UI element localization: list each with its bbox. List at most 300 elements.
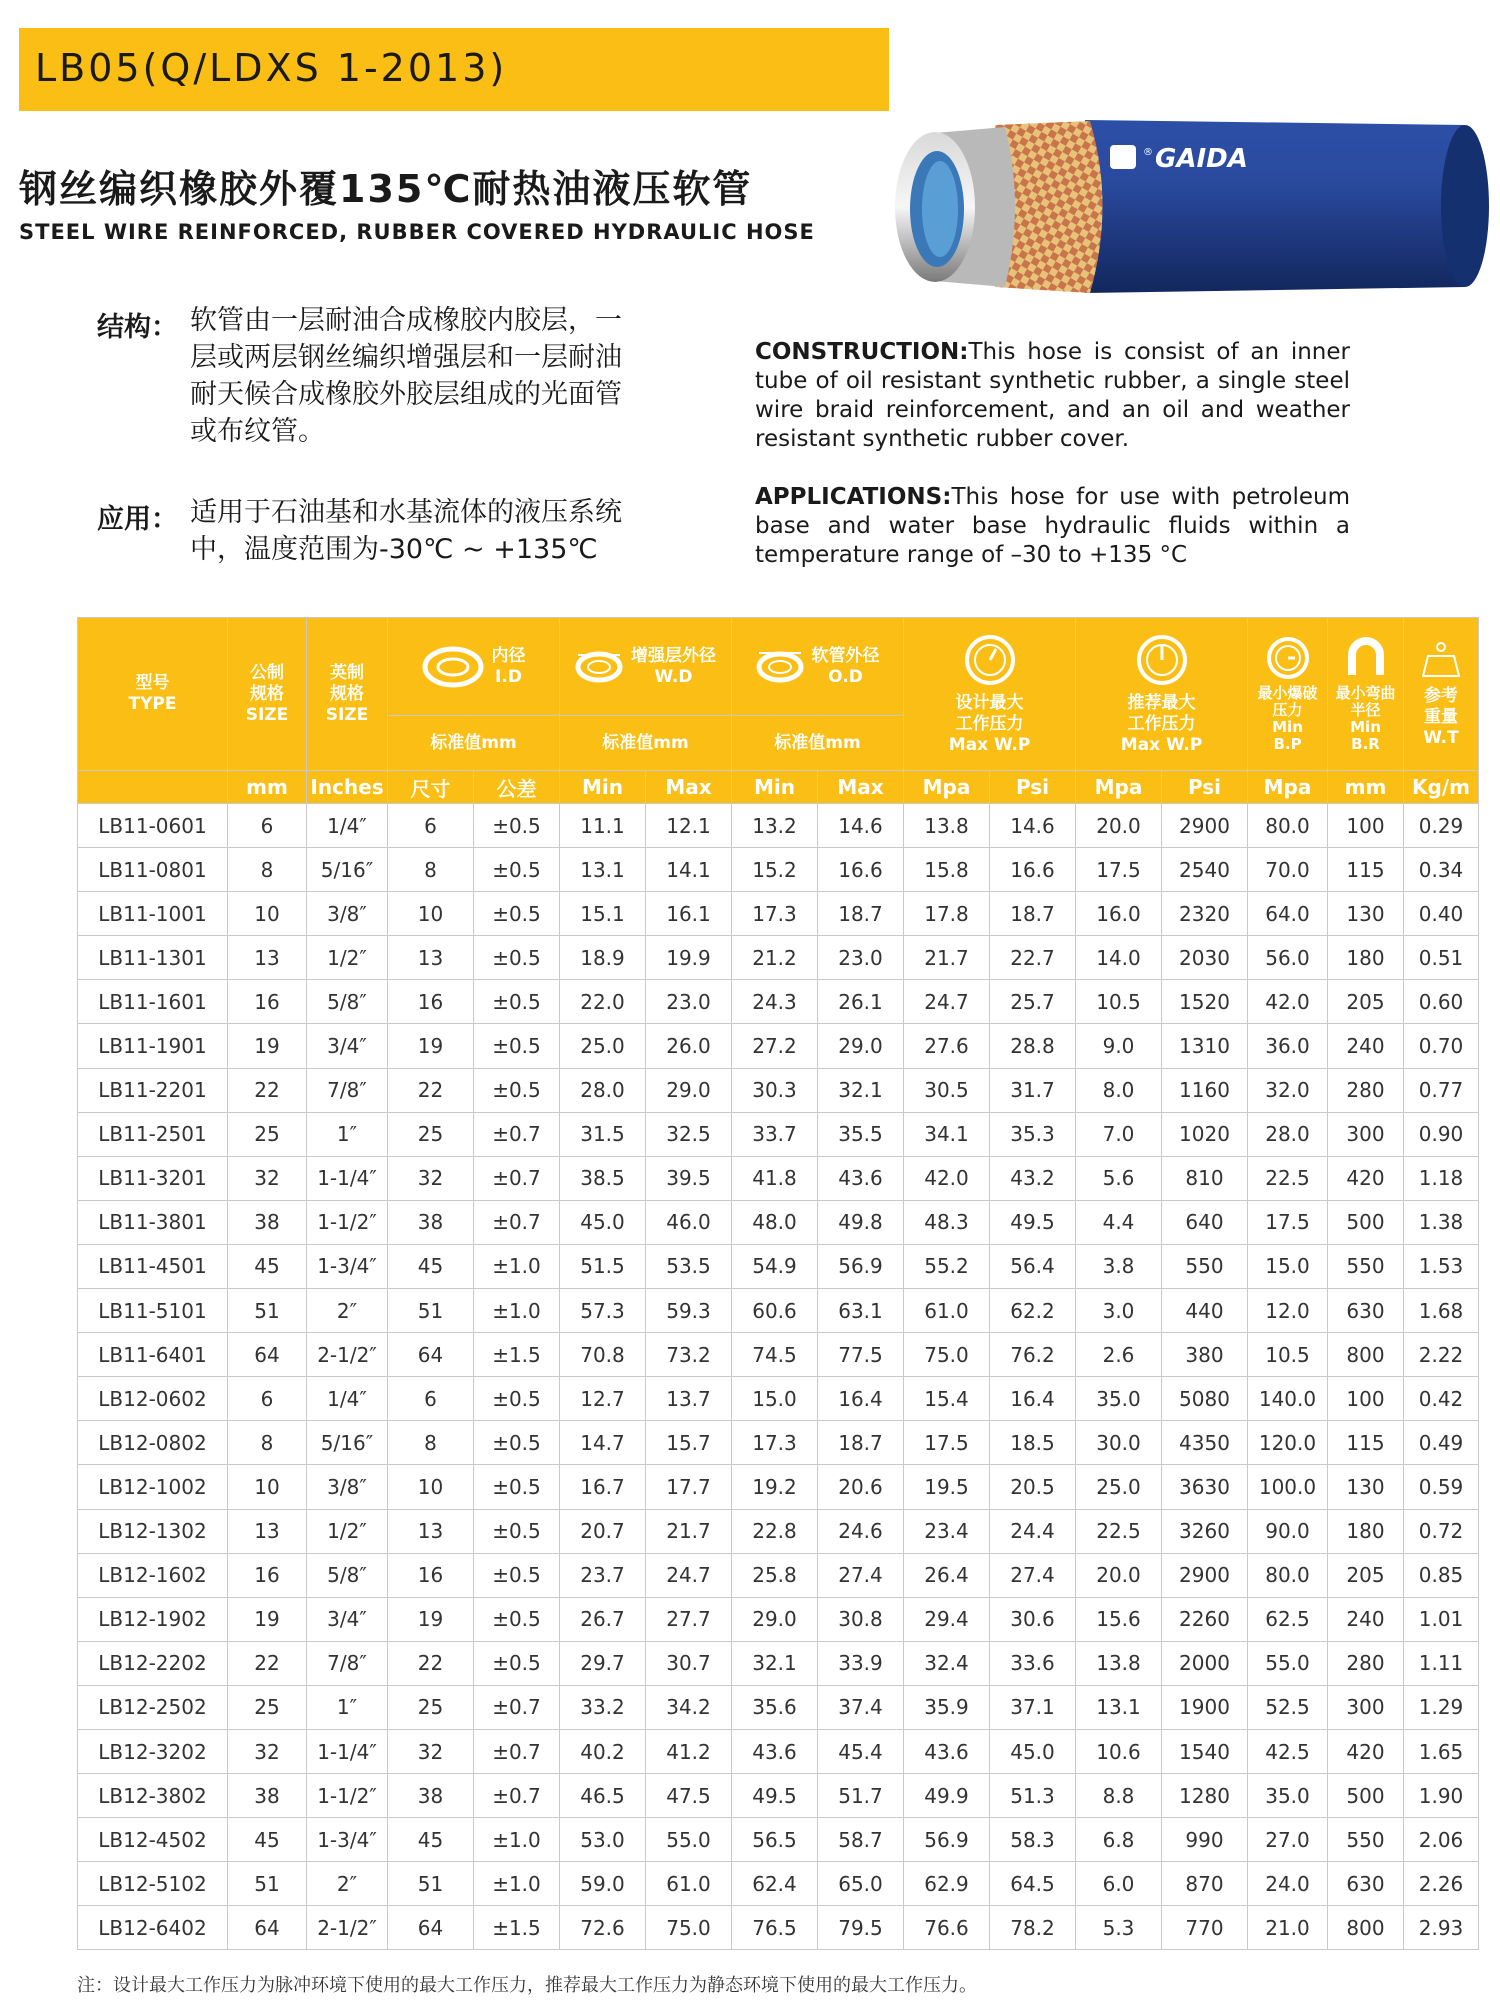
type-cell: LB11-1901	[78, 1024, 228, 1068]
table-cell: 5/16″	[307, 848, 388, 892]
footnote: 注：设计最大工作压力为脉冲环境下使用的最大工作压力，推荐最大工作压力为静态环境下使用的最大工作压力。	[77, 1975, 977, 1996]
table-cell: 630	[1328, 1862, 1404, 1906]
type-cell: LB11-2501	[78, 1112, 228, 1156]
table-cell: ±0.7	[474, 1774, 560, 1818]
table-cell: 22	[228, 1068, 307, 1112]
table-cell: 73.2	[646, 1333, 732, 1377]
table-cell: 26.1	[818, 980, 904, 1024]
table-cell: 22.5	[1076, 1509, 1162, 1553]
header-od-standard: 标准值mm	[732, 716, 904, 771]
table-cell: 74.5	[732, 1333, 818, 1377]
table-cell: 37.1	[990, 1685, 1076, 1729]
table-cell: 32.4	[904, 1641, 990, 1685]
table-cell: 16.6	[990, 848, 1076, 892]
table-cell: 17.8	[904, 892, 990, 936]
table-cell: 57.3	[560, 1289, 646, 1333]
table-cell: 38	[228, 1774, 307, 1818]
table-cell: 1.65	[1404, 1729, 1479, 1773]
table-cell: 45	[388, 1818, 474, 1862]
table-cell: 78.2	[990, 1906, 1076, 1950]
table-row	[78, 980, 1479, 1024]
table-cell: 17.5	[1248, 1200, 1328, 1244]
table-cell: 2.93	[1404, 1906, 1479, 1950]
table-cell: 35.0	[1248, 1774, 1328, 1818]
table-row	[78, 1729, 1479, 1773]
table-cell: 1-1/2″	[307, 1200, 388, 1244]
table-cell: 43.2	[990, 1156, 1076, 1200]
table-cell: 3/4″	[307, 1597, 388, 1641]
table-row	[78, 1333, 1479, 1377]
table-cell: 70.8	[560, 1333, 646, 1377]
table-cell: 13	[388, 1509, 474, 1553]
table-cell: 25	[228, 1112, 307, 1156]
table-cell: 16	[228, 980, 307, 1024]
table-cell: 32	[228, 1729, 307, 1773]
table-cell: 8.0	[1076, 1068, 1162, 1112]
table-cell: 59.3	[646, 1289, 732, 1333]
table-cell: 2-1/2″	[307, 1333, 388, 1377]
table-cell: 42.5	[1248, 1729, 1328, 1773]
table-cell: 19.9	[646, 936, 732, 980]
table-cell: 64	[388, 1333, 474, 1377]
header-min-bend-radius: 最小弯曲 半径 Min B.R	[1328, 618, 1404, 771]
weight-icon	[1422, 640, 1460, 680]
table-cell: 52.5	[1248, 1685, 1328, 1729]
table-cell: 30.7	[646, 1641, 732, 1685]
table-cell: 6	[228, 804, 307, 848]
construction-en-label: CONSTRUCTION:	[755, 339, 969, 365]
type-cell: LB12-1602	[78, 1553, 228, 1597]
application-line: 中，温度范围为-30℃ ~ +135℃	[190, 534, 598, 565]
table-cell: 16	[388, 1553, 474, 1597]
table-cell: 49.5	[732, 1774, 818, 1818]
table-cell: 2320	[1162, 892, 1248, 936]
table-cell: 21.2	[732, 936, 818, 980]
table-cell: 29.7	[560, 1641, 646, 1685]
table-cell: 60.6	[732, 1289, 818, 1333]
table-cell: 280	[1328, 1068, 1404, 1112]
table-cell: 20.7	[560, 1509, 646, 1553]
table-cell: 7.0	[1076, 1112, 1162, 1156]
table-cell: 61.0	[646, 1862, 732, 1906]
type-cell: LB12-6402	[78, 1906, 228, 1950]
table-cell: 75.0	[646, 1906, 732, 1950]
type-cell: LB11-1601	[78, 980, 228, 1024]
construction-en-text: This hose is consist of an inner tube of oil resistant synthetic rubber, a single steel wire braid reinforcement, and an oil and weather resistant synthetic rubber cover.	[755, 339, 1350, 452]
table-cell: 130	[1328, 892, 1404, 936]
table-cell: 1″	[307, 1685, 388, 1729]
table-cell: 8.8	[1076, 1774, 1162, 1818]
table-cell: 27.2	[732, 1024, 818, 1068]
table-cell: 1540	[1162, 1729, 1248, 1773]
table-cell: ±0.5	[474, 1509, 560, 1553]
table-row	[78, 1818, 1479, 1862]
table-row	[78, 804, 1479, 848]
table-cell: 4350	[1162, 1421, 1248, 1465]
table-cell: ±0.7	[474, 1156, 560, 1200]
table-cell: 34.2	[646, 1685, 732, 1729]
table-cell: ±0.7	[474, 1200, 560, 1244]
table-cell: 25.7	[990, 980, 1076, 1024]
table-cell: 32.0	[1248, 1068, 1328, 1112]
table-cell: 51.5	[560, 1244, 646, 1288]
table-cell: 140.0	[1248, 1377, 1328, 1421]
table-cell: 18.7	[990, 892, 1076, 936]
table-cell: 18.7	[818, 892, 904, 936]
table-cell: 380	[1162, 1333, 1248, 1377]
table-cell: 1.68	[1404, 1289, 1479, 1333]
table-cell: 3/8″	[307, 892, 388, 936]
brand-name: GAIDA	[1155, 144, 1248, 174]
type-cell: LB12-1302	[78, 1509, 228, 1553]
table-cell: 8	[388, 848, 474, 892]
table-cell: 31.5	[560, 1112, 646, 1156]
table-row	[78, 1774, 1479, 1818]
table-cell: 24.6	[818, 1509, 904, 1553]
table-cell: 30.0	[1076, 1421, 1162, 1465]
table-cell: 64	[228, 1906, 307, 1950]
table-cell: 35.6	[732, 1685, 818, 1729]
table-cell: 43.6	[818, 1156, 904, 1200]
type-cell: LB11-0601	[78, 804, 228, 848]
table-cell: 2260	[1162, 1597, 1248, 1641]
table-cell: 26.4	[904, 1553, 990, 1597]
table-cell: 14.0	[1076, 936, 1162, 980]
table-cell: 25	[388, 1112, 474, 1156]
table-cell: 20.0	[1076, 1553, 1162, 1597]
table-cell: 22.7	[990, 936, 1076, 980]
unit-cell: Inches	[307, 771, 388, 804]
table-cell: 33.7	[732, 1112, 818, 1156]
table-cell: 300	[1328, 1685, 1404, 1729]
table-cell: 33.9	[818, 1641, 904, 1685]
spec-table	[77, 617, 1479, 1950]
table-cell: 28.0	[1248, 1112, 1328, 1156]
unit-cell: 尺寸	[388, 771, 474, 804]
table-cell: 10.6	[1076, 1729, 1162, 1773]
table-cell: 55.0	[1248, 1641, 1328, 1685]
type-cell: LB12-5102	[78, 1862, 228, 1906]
bend-radius-icon	[1344, 635, 1388, 681]
table-cell: 280	[1328, 1641, 1404, 1685]
table-cell: 63.1	[818, 1289, 904, 1333]
table-cell: 1.29	[1404, 1685, 1479, 1729]
header-metric-size: 公制规格 SIZE	[228, 618, 307, 771]
table-cell: 38	[388, 1774, 474, 1818]
table-cell: 16.1	[646, 892, 732, 936]
table-cell: 115	[1328, 848, 1404, 892]
table-cell: 21.7	[904, 936, 990, 980]
table-cell: 49.9	[904, 1774, 990, 1818]
table-cell: 1900	[1162, 1685, 1248, 1729]
table-cell: 19.2	[732, 1465, 818, 1509]
table-cell: ±1.5	[474, 1906, 560, 1950]
table-cell: 1.18	[1404, 1156, 1479, 1200]
table-cell: 550	[1328, 1818, 1404, 1862]
table-cell: 45	[228, 1244, 307, 1288]
table-cell: 53.5	[646, 1244, 732, 1288]
table-cell: 115	[1328, 1421, 1404, 1465]
table-cell: 18.9	[560, 936, 646, 980]
table-cell: 62.2	[990, 1289, 1076, 1333]
table-cell: 16	[228, 1553, 307, 1597]
header-reinforcement-diameter: 增强层外径 W.D	[560, 618, 732, 716]
table-cell: 32.5	[646, 1112, 732, 1156]
table-cell: 205	[1328, 980, 1404, 1024]
table-cell: 1-1/4″	[307, 1156, 388, 1200]
table-cell: 13.8	[904, 804, 990, 848]
table-cell: 1-3/4″	[307, 1818, 388, 1862]
type-cell: LB12-1002	[78, 1465, 228, 1509]
type-cell: LB12-4502	[78, 1818, 228, 1862]
table-cell: 1/4″	[307, 1377, 388, 1421]
table-cell: 75.0	[904, 1333, 990, 1377]
table-cell: 2″	[307, 1862, 388, 1906]
svg-text:®: ®	[1143, 147, 1153, 158]
table-cell: 49.8	[818, 1200, 904, 1244]
table-cell: 24.3	[732, 980, 818, 1024]
table-cell: 550	[1328, 1244, 1404, 1288]
spec-table-body	[78, 804, 1479, 1950]
table-cell: 72.6	[560, 1906, 646, 1950]
table-cell: 5.6	[1076, 1156, 1162, 1200]
header-outer-diameter: 软管外径 O.D	[732, 618, 904, 716]
table-cell: 53.0	[560, 1818, 646, 1862]
table-cell: ±0.5	[474, 804, 560, 848]
table-cell: 10	[388, 892, 474, 936]
table-cell: 17.5	[1076, 848, 1162, 892]
table-cell: 0.51	[1404, 936, 1479, 980]
table-cell: ±0.7	[474, 1112, 560, 1156]
pressure-gauge-icon	[963, 633, 1017, 687]
title-chinese: 钢丝编织橡胶外覆135℃耐热油液压软管	[19, 167, 753, 211]
unit-cell: mm	[228, 771, 307, 804]
table-cell: 42.0	[904, 1156, 990, 1200]
unit-cell	[78, 771, 228, 804]
table-cell: 42.0	[1248, 980, 1328, 1024]
table-cell: 43.6	[904, 1729, 990, 1773]
table-cell: 90.0	[1248, 1509, 1328, 1553]
inner-diameter-icon	[422, 645, 484, 689]
table-cell: 29.4	[904, 1597, 990, 1641]
table-cell: 13.7	[646, 1377, 732, 1421]
table-cell: 19	[388, 1024, 474, 1068]
table-cell: 24.4	[990, 1509, 1076, 1553]
table-cell: 23.0	[646, 980, 732, 1024]
table-cell: 27.4	[990, 1553, 1076, 1597]
table-cell: 62.9	[904, 1862, 990, 1906]
structure-line: 软管由一层耐油合成橡胶内胶层，一	[190, 305, 622, 336]
table-cell: 55.2	[904, 1244, 990, 1288]
table-cell: 23.4	[904, 1509, 990, 1553]
header-type: 型号 TYPE	[78, 618, 228, 771]
table-cell: 4.4	[1076, 1200, 1162, 1244]
table-cell: 36.0	[1248, 1024, 1328, 1068]
table-cell: ±0.5	[474, 1465, 560, 1509]
table-cell: 48.3	[904, 1200, 990, 1244]
table-cell: 3260	[1162, 1509, 1248, 1553]
table-cell: 1-1/4″	[307, 1729, 388, 1773]
table-cell: 19	[228, 1024, 307, 1068]
table-cell: 25.8	[732, 1553, 818, 1597]
table-cell: 51	[228, 1862, 307, 1906]
hose-illustration	[855, 105, 1495, 305]
table-cell: 500	[1328, 1200, 1404, 1244]
application-label: 应用：	[97, 504, 178, 535]
table-cell: ±1.0	[474, 1244, 560, 1288]
table-cell: 3/8″	[307, 1465, 388, 1509]
table-cell: 11.1	[560, 804, 646, 848]
table-cell: 45.4	[818, 1729, 904, 1773]
table-cell: 1/4″	[307, 804, 388, 848]
table-cell: 2-1/2″	[307, 1906, 388, 1950]
table-cell: 1310	[1162, 1024, 1248, 1068]
table-cell: 3/4″	[307, 1024, 388, 1068]
table-cell: 17.7	[646, 1465, 732, 1509]
table-cell: 51	[388, 1289, 474, 1333]
table-cell: ±0.5	[474, 848, 560, 892]
table-cell: 16.7	[560, 1465, 646, 1509]
table-cell: 32.1	[732, 1641, 818, 1685]
table-cell: 55.0	[646, 1818, 732, 1862]
table-cell: 120.0	[1248, 1421, 1328, 1465]
outer-diameter-icon	[756, 649, 804, 685]
table-cell: 22	[388, 1641, 474, 1685]
table-cell: 5/8″	[307, 1553, 388, 1597]
table-cell: 13.1	[560, 848, 646, 892]
table-cell: 29.0	[646, 1068, 732, 1112]
table-cell: 58.3	[990, 1818, 1076, 1862]
table-cell: 22.5	[1248, 1156, 1328, 1200]
table-row	[78, 1641, 1479, 1685]
table-cell: 18.5	[990, 1421, 1076, 1465]
table-cell: 2900	[1162, 1553, 1248, 1597]
table-row	[78, 1906, 1479, 1950]
table-cell: 64	[388, 1906, 474, 1950]
table-row	[78, 1200, 1479, 1244]
type-cell: LB11-3801	[78, 1200, 228, 1244]
type-cell: LB11-1001	[78, 892, 228, 936]
table-cell: 6	[388, 804, 474, 848]
table-cell: 21.7	[646, 1509, 732, 1553]
table-cell: 17.3	[732, 1421, 818, 1465]
table-cell: 0.77	[1404, 1068, 1479, 1112]
table-cell: 15.2	[732, 848, 818, 892]
unit-cell: Min	[560, 771, 646, 804]
table-cell: 6	[388, 1377, 474, 1421]
table-cell: 22	[228, 1641, 307, 1685]
table-cell: 13.1	[1076, 1685, 1162, 1729]
table-cell: 62.5	[1248, 1597, 1328, 1641]
table-cell: 2030	[1162, 936, 1248, 980]
table-cell: 2900	[1162, 804, 1248, 848]
table-cell: 51	[388, 1862, 474, 1906]
table-cell: 8	[228, 848, 307, 892]
table-cell: 24.7	[904, 980, 990, 1024]
pressure-gauge-icon	[1135, 633, 1189, 687]
table-cell: 45.0	[990, 1729, 1076, 1773]
table-cell: 10.5	[1076, 980, 1162, 1024]
table-cell: 15.8	[904, 848, 990, 892]
table-cell: ±1.0	[474, 1818, 560, 1862]
table-row	[78, 1597, 1479, 1641]
type-cell: LB12-0802	[78, 1421, 228, 1465]
table-cell: 25.0	[1076, 1465, 1162, 1509]
table-cell: 59.0	[560, 1862, 646, 1906]
table-cell: 19	[388, 1597, 474, 1641]
table-cell: 79.5	[818, 1906, 904, 1950]
type-cell: LB11-6401	[78, 1333, 228, 1377]
table-cell: ±0.5	[474, 1421, 560, 1465]
table-cell: 10.5	[1248, 1333, 1328, 1377]
construction-en	[755, 338, 1350, 454]
table-cell: 0.40	[1404, 892, 1479, 936]
table-cell: 1-3/4″	[307, 1244, 388, 1288]
unit-cell: Max	[818, 771, 904, 804]
type-cell: LB12-2202	[78, 1641, 228, 1685]
table-cell: 1020	[1162, 1112, 1248, 1156]
table-cell: 100.0	[1248, 1465, 1328, 1509]
table-cell: 64	[228, 1333, 307, 1377]
table-cell: ±0.7	[474, 1729, 560, 1773]
table-cell: 10	[228, 1465, 307, 1509]
table-cell: 17.3	[732, 892, 818, 936]
table-cell: 3.8	[1076, 1244, 1162, 1288]
table-cell: 64.0	[1248, 892, 1328, 936]
table-cell: 38	[228, 1200, 307, 1244]
type-cell: LB11-2201	[78, 1068, 228, 1112]
structure-label: 结构：	[97, 312, 178, 343]
type-cell: LB11-0801	[78, 848, 228, 892]
table-row	[78, 1465, 1479, 1509]
type-cell: LB11-5101	[78, 1289, 228, 1333]
table-cell: 45	[228, 1818, 307, 1862]
header-min-burst-pressure: 最小爆破 压力 Min B.P	[1248, 618, 1328, 771]
table-cell: 810	[1162, 1156, 1248, 1200]
table-cell: 2000	[1162, 1641, 1248, 1685]
table-cell: 41.2	[646, 1729, 732, 1773]
table-cell: 2.22	[1404, 1333, 1479, 1377]
table-cell: 770	[1162, 1906, 1248, 1950]
table-row	[78, 1068, 1479, 1112]
table-cell: 80.0	[1248, 1553, 1328, 1597]
table-cell: 990	[1162, 1818, 1248, 1862]
table-cell: 420	[1328, 1729, 1404, 1773]
table-cell: 32	[228, 1156, 307, 1200]
table-cell: 550	[1162, 1244, 1248, 1288]
table-cell: 58.7	[818, 1818, 904, 1862]
header-id-standard: 标准值mm	[388, 716, 560, 771]
table-cell: 12.1	[646, 804, 732, 848]
table-cell: 32	[388, 1156, 474, 1200]
applications-en-label: APPLICATIONS:	[755, 484, 952, 510]
table-cell: 420	[1328, 1156, 1404, 1200]
table-cell: 29.0	[818, 1024, 904, 1068]
table-cell: 2.6	[1076, 1333, 1162, 1377]
unit-cell: Psi	[1162, 771, 1248, 804]
table-cell: 1.90	[1404, 1774, 1479, 1818]
table-cell: 870	[1162, 1862, 1248, 1906]
table-cell: 1.38	[1404, 1200, 1479, 1244]
table-cell: 56.0	[1248, 936, 1328, 980]
table-cell: 30.8	[818, 1597, 904, 1641]
table-cell: 2540	[1162, 848, 1248, 892]
unit-cell: Mpa	[1248, 771, 1328, 804]
table-cell: 35.9	[904, 1685, 990, 1729]
table-cell: 15.7	[646, 1421, 732, 1465]
table-cell: 16.4	[990, 1377, 1076, 1421]
table-cell: ±0.7	[474, 1685, 560, 1729]
